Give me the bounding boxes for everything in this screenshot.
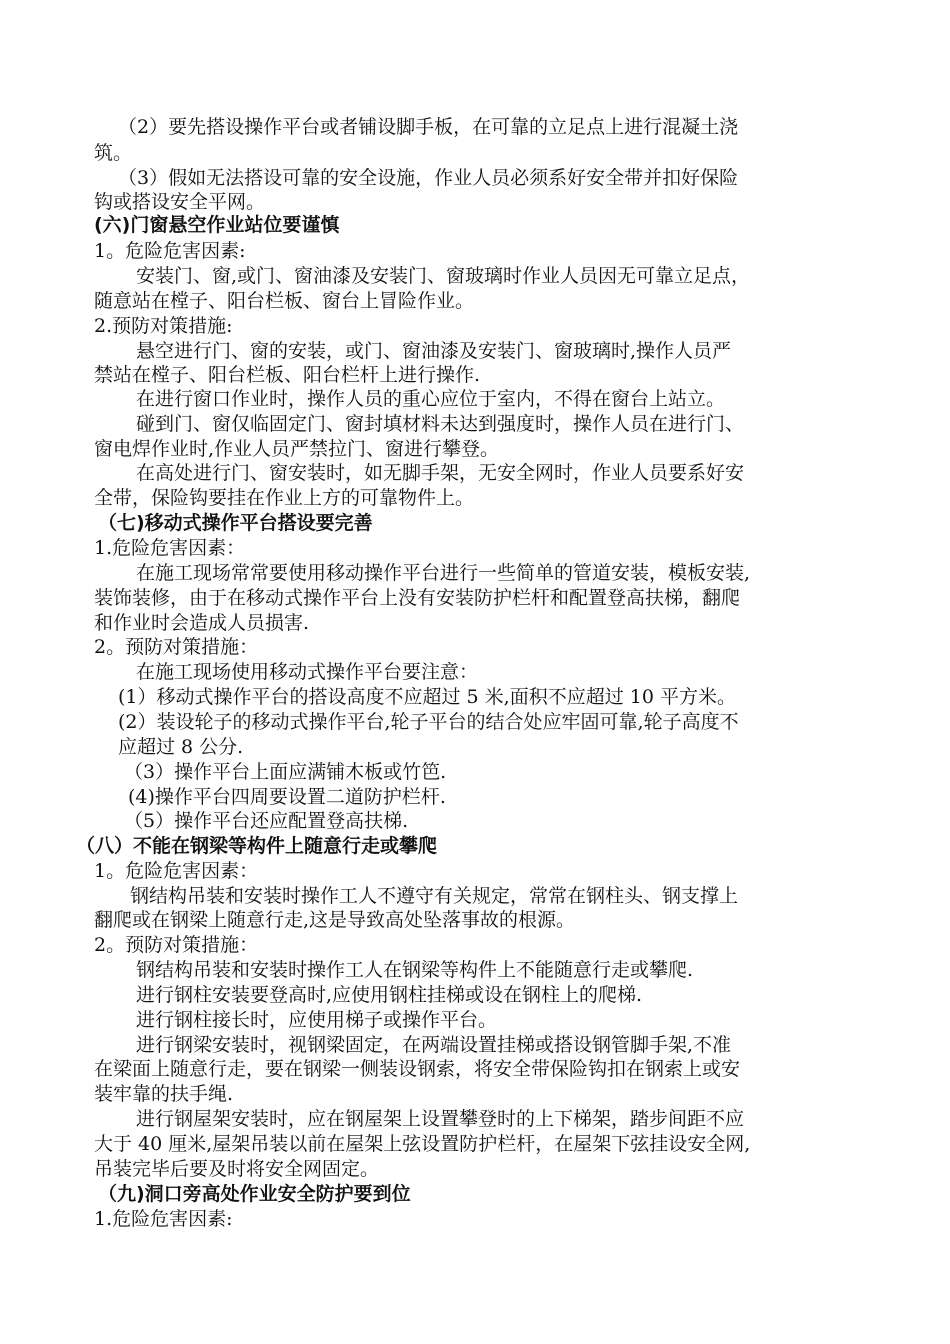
section-heading: （九)洞口旁高处作业安全防护要到位 (98, 1183, 411, 1205)
paragraph-line: 窗电焊作业时,作业人员严禁拉门、窗进行攀登。 (94, 438, 500, 460)
paragraph-line: (2）装设轮子的移动式操作平台,轮子平台的结合处应牢固可靠,轮子高度不 (118, 711, 739, 733)
paragraph-line: 进行钢柱接长时，应使用梯子或操作平台。 (136, 1009, 498, 1031)
paragraph-line: 安装门、窗,或门、窗油漆及安装门、窗玻璃时作业人员因无可靠立足点， (136, 265, 751, 287)
paragraph-line: 钩或搭设安全平网。 (94, 191, 266, 213)
section-heading: （八）不能在钢梁等构件上随意行走或攀爬 (76, 835, 438, 857)
paragraph-line: （3）假如无法搭设可靠的安全设施，作业人员必须系好安全带并扣好保险 (118, 167, 739, 189)
paragraph-line: 在进行窗口作业时，操作人员的重心应位于室内，不得在窗台上站立。 (136, 388, 726, 410)
section-heading: （七)移动式操作平台搭设要完善 (98, 512, 373, 534)
paragraph-line: 1。危险危害因素: (94, 240, 246, 262)
paragraph-line: 在施工现场常常要使用移动操作平台进行一些简单的管道安装，模板安装, (136, 562, 751, 584)
paragraph-line: 装牢靠的扶手绳. (94, 1083, 234, 1105)
paragraph-line: 1。危险危害因素： (94, 860, 259, 882)
paragraph-line: 全带，保险钩要挂在作业上方的可靠物件上。 (94, 487, 475, 509)
paragraph-line: 在梁面上随意行走，要在钢梁一侧装设钢索，将安全带保险钩扣在钢索上或安 (94, 1058, 741, 1080)
paragraph-line: 进行钢梁安装时，视钢梁固定，在两端设置挂梯或搭设钢管脚手架,不准 (136, 1034, 732, 1056)
paragraph-line: （3）操作平台上面应满铺木板或竹笆. (124, 761, 447, 783)
paragraph-line: 钢结构吊装和安装时操作工人在钢梁等构件上不能随意行走或攀爬. (136, 959, 694, 981)
paragraph-line: 悬空进行门、窗的安装，或门、窗油漆及安装门、窗玻璃时,操作人员严 (136, 340, 732, 362)
paragraph-line: 和作业时会造成人员损害. (94, 612, 310, 634)
paragraph-line: （5）操作平台还应配置登高扶梯. (124, 810, 409, 832)
paragraph-line: 1.危险危害因素： (94, 537, 246, 559)
paragraph-line: 大于 40 厘米,屋架吊装以前在屋架上弦设置防护栏杆，在屋架下弦挂设安全网, (94, 1133, 751, 1155)
paragraph-line: 钢结构吊装和安装时操作工人不遵守有关规定，常常在钢柱头、钢支撑上 (130, 885, 739, 907)
paragraph-line: 装饰装修，由于在移动式操作平台上没有安装防护栏杆和配置登高扶梯，翻爬 (94, 587, 741, 609)
paragraph-line: 在施工现场使用移动式操作平台要注意： (136, 661, 479, 683)
paragraph-line: （2）要先搭设操作平台或者铺设脚手板，在可靠的立足点上进行混凝土浇 (118, 116, 739, 138)
paragraph-line: 翻爬或在钢梁上随意行走,这是导致高处坠落事故的根源。 (94, 909, 576, 931)
paragraph-line: 1.危险危害因素: (94, 1208, 233, 1230)
paragraph-line: 在高处进行门、窗安装时，如无脚手架，无安全网时，作业人员要系好安 (136, 462, 745, 484)
paragraph-line: 2.预防对策措施: (94, 315, 233, 337)
paragraph-line: (1）移动式操作平台的搭设高度不应超过 5 米,面积不应超过 10 平方米。 (118, 686, 736, 708)
paragraph-line: 2。预防对策措施： (94, 934, 259, 956)
paragraph-line: 吊装完毕后要及时将安全网固定。 (94, 1158, 380, 1180)
paragraph-line: 应超过 8 公分. (118, 736, 244, 758)
section-heading: (六)门窗悬空作业站位要谨慎 (94, 214, 340, 236)
paragraph-line: 筑。 (94, 142, 133, 164)
paragraph-line: 随意站在樘子、阳台栏板、窗台上冒险作业。 (94, 290, 475, 312)
paragraph-line: 碰到门、窗仅临固定门、窗封填材料未达到强度时，操作人员在进行门、 (136, 413, 745, 435)
paragraph-line: 禁站在樘子、阳台栏板、阳台栏杆上进行操作. (94, 364, 481, 386)
paragraph-line: 进行钢屋架安装时，应在钢屋架上设置攀登时的上下梯架，踏步间距不应 (136, 1108, 745, 1130)
paragraph-line: 2。预防对策措施： (94, 636, 259, 658)
paragraph-line: 进行钢柱安装要登高时,应使用钢柱挂梯或设在钢柱上的爬梯. (136, 984, 643, 1006)
paragraph-line: (4)操作平台四周要设置二道防护栏杆. (128, 786, 446, 808)
